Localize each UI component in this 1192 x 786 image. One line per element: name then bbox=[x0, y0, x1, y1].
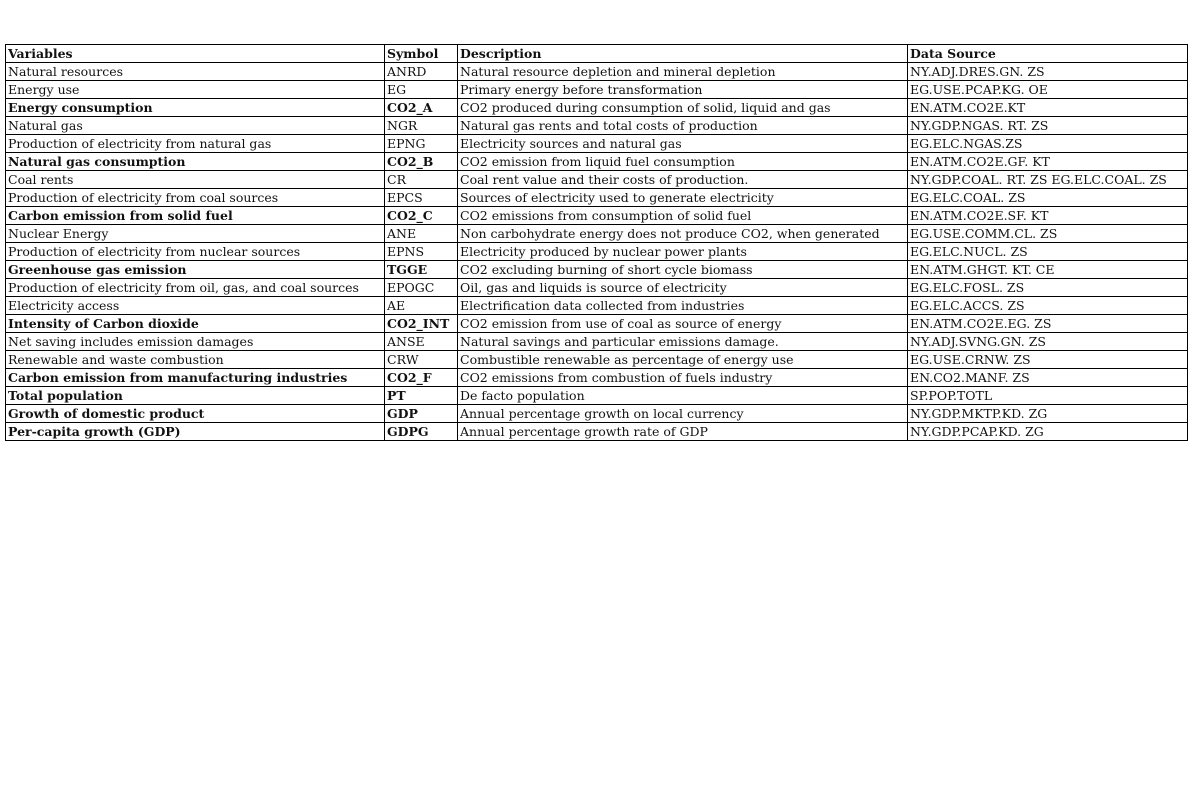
table-row bbox=[6, 225, 1188, 243]
description-cell: Oil, gas and liquids is source of electricity bbox=[458, 279, 908, 297]
variable-cell: Natural resources bbox=[6, 63, 385, 81]
symbol-cell: PT bbox=[385, 387, 458, 405]
variable-cell: Carbon emission from manufacturing industries bbox=[6, 369, 385, 387]
data-source-cell: EG.ELC.FOSL. ZS bbox=[908, 279, 1188, 297]
variable-cell: Total population bbox=[6, 387, 385, 405]
data-source-cell: EN.ATM.CO2E.GF. KT bbox=[908, 153, 1188, 171]
data-source-cell: EN.ATM.CO2E.EG. ZS bbox=[908, 315, 1188, 333]
variable-cell: Nuclear Energy bbox=[6, 225, 385, 243]
description-cell: Annual percentage growth rate of GDP bbox=[458, 423, 908, 441]
description-cell: CO2 emission from liquid fuel consumption bbox=[458, 153, 908, 171]
variable-cell: Natural gas bbox=[6, 117, 385, 135]
variable-cell: Growth of domestic product bbox=[6, 405, 385, 423]
description-cell: Natural gas rents and total costs of production bbox=[458, 117, 908, 135]
header-variables: Variables bbox=[6, 45, 385, 63]
table-header-row bbox=[6, 45, 1188, 63]
variable-cell: Production of electricity from coal sources bbox=[6, 189, 385, 207]
header-data-source: Data Source bbox=[908, 45, 1188, 63]
data-source-cell: NY.ADJ.SVNG.GN. ZS bbox=[908, 333, 1188, 351]
variables-table-sheet bbox=[5, 44, 1187, 441]
symbol-cell: EPCS bbox=[385, 189, 458, 207]
variable-cell: Per-capita growth (GDP) bbox=[6, 423, 385, 441]
data-source-cell: EG.ELC.COAL. ZS bbox=[908, 189, 1188, 207]
data-source-cell: EG.USE.PCAP.KG. OE bbox=[908, 81, 1188, 99]
table-row bbox=[6, 63, 1188, 81]
data-source-cell: SP.POP.TOTL bbox=[908, 387, 1188, 405]
description-cell: Non carbohydrate energy does not produce CO2, when generated bbox=[458, 225, 908, 243]
description-cell: Sources of electricity used to generate electricity bbox=[458, 189, 908, 207]
header-description: Description bbox=[458, 45, 908, 63]
data-source-cell: EN.ATM.CO2E.SF. KT bbox=[908, 207, 1188, 225]
variable-cell: Production of electricity from nuclear sources bbox=[6, 243, 385, 261]
description-cell: Natural resource depletion and mineral depletion bbox=[458, 63, 908, 81]
symbol-cell: CO2_C bbox=[385, 207, 458, 225]
data-source-cell: NY.GDP.MKTP.KD. ZG bbox=[908, 405, 1188, 423]
data-source-cell: EN.CO2.MANF. ZS bbox=[908, 369, 1188, 387]
description-cell: Primary energy before transformation bbox=[458, 81, 908, 99]
symbol-cell: GDPG bbox=[385, 423, 458, 441]
table-row bbox=[6, 333, 1188, 351]
symbol-cell: CO2_INT bbox=[385, 315, 458, 333]
table-row bbox=[6, 153, 1188, 171]
description-cell: Coal rent value and their costs of production. bbox=[458, 171, 908, 189]
variable-cell: Energy consumption bbox=[6, 99, 385, 117]
variable-cell: Energy use bbox=[6, 81, 385, 99]
symbol-cell: CO2_A bbox=[385, 99, 458, 117]
table-row bbox=[6, 207, 1188, 225]
symbol-cell: EPNS bbox=[385, 243, 458, 261]
variable-cell: Carbon emission from solid fuel bbox=[6, 207, 385, 225]
table-row bbox=[6, 315, 1188, 333]
data-source-cell: NY.ADJ.DRES.GN. ZS bbox=[908, 63, 1188, 81]
symbol-cell: CO2_B bbox=[385, 153, 458, 171]
description-cell: Electrification data collected from industries bbox=[458, 297, 908, 315]
symbol-cell: CR bbox=[385, 171, 458, 189]
data-source-cell: EN.ATM.CO2E.KT bbox=[908, 99, 1188, 117]
symbol-cell: NGR bbox=[385, 117, 458, 135]
variable-cell: Natural gas consumption bbox=[6, 153, 385, 171]
description-cell: CO2 emissions from consumption of solid fuel bbox=[458, 207, 908, 225]
variable-cell: Coal rents bbox=[6, 171, 385, 189]
symbol-cell: AE bbox=[385, 297, 458, 315]
description-cell: Electricity sources and natural gas bbox=[458, 135, 908, 153]
table-row bbox=[6, 369, 1188, 387]
variable-cell: Production of electricity from natural gas bbox=[6, 135, 385, 153]
description-cell: CO2 produced during consumption of solid, liquid and gas bbox=[458, 99, 908, 117]
table-row bbox=[6, 261, 1188, 279]
table-row bbox=[6, 351, 1188, 369]
symbol-cell: EG bbox=[385, 81, 458, 99]
table-row bbox=[6, 387, 1188, 405]
table-body bbox=[6, 63, 1188, 441]
table-row bbox=[6, 171, 1188, 189]
variable-cell: Net saving includes emission damages bbox=[6, 333, 385, 351]
data-source-cell: EN.ATM.GHGT. KT. CE bbox=[908, 261, 1188, 279]
description-cell: Annual percentage growth on local currency bbox=[458, 405, 908, 423]
symbol-cell: CO2_F bbox=[385, 369, 458, 387]
table-row bbox=[6, 189, 1188, 207]
symbol-cell: ANE bbox=[385, 225, 458, 243]
description-cell: CO2 emission from use of coal as source of energy bbox=[458, 315, 908, 333]
symbol-cell: ANRD bbox=[385, 63, 458, 81]
symbol-cell: EPOGC bbox=[385, 279, 458, 297]
data-source-cell: EG.ELC.NUCL. ZS bbox=[908, 243, 1188, 261]
symbol-cell: GDP bbox=[385, 405, 458, 423]
variable-cell: Renewable and waste combustion bbox=[6, 351, 385, 369]
description-cell: De facto population bbox=[458, 387, 908, 405]
table-row bbox=[6, 117, 1188, 135]
symbol-cell: ANSE bbox=[385, 333, 458, 351]
variable-cell: Production of electricity from oil, gas, and coal sources bbox=[6, 279, 385, 297]
description-cell: CO2 emissions from combustion of fuels industry bbox=[458, 369, 908, 387]
description-cell: Natural savings and particular emissions damage. bbox=[458, 333, 908, 351]
data-source-cell: EG.ELC.NGAS.ZS bbox=[908, 135, 1188, 153]
table-row bbox=[6, 81, 1188, 99]
symbol-cell: TGGE bbox=[385, 261, 458, 279]
description-cell: Electricity produced by nuclear power plants bbox=[458, 243, 908, 261]
table-row bbox=[6, 405, 1188, 423]
data-source-cell: NY.GDP.PCAP.KD. ZG bbox=[908, 423, 1188, 441]
description-cell: CO2 excluding burning of short cycle biomass bbox=[458, 261, 908, 279]
variables-table bbox=[5, 44, 1188, 441]
variable-cell: Electricity access bbox=[6, 297, 385, 315]
variable-cell: Greenhouse gas emission bbox=[6, 261, 385, 279]
variable-cell: Intensity of Carbon dioxide bbox=[6, 315, 385, 333]
symbol-cell: CRW bbox=[385, 351, 458, 369]
table-row bbox=[6, 243, 1188, 261]
symbol-cell: EPNG bbox=[385, 135, 458, 153]
data-source-cell: NY.GDP.NGAS. RT. ZS bbox=[908, 117, 1188, 135]
description-cell: Combustible renewable as percentage of energy use bbox=[458, 351, 908, 369]
table-row bbox=[6, 297, 1188, 315]
data-source-cell: EG.ELC.ACCS. ZS bbox=[908, 297, 1188, 315]
data-source-cell: EG.USE.COMM.CL. ZS bbox=[908, 225, 1188, 243]
data-source-cell: EG.USE.CRNW. ZS bbox=[908, 351, 1188, 369]
data-source-cell: NY.GDP.COAL. RT. ZS EG.ELC.COAL. ZS bbox=[908, 171, 1188, 189]
table-row bbox=[6, 423, 1188, 441]
table-row bbox=[6, 99, 1188, 117]
table-row bbox=[6, 279, 1188, 297]
header-symbol: Symbol bbox=[385, 45, 458, 63]
table-row bbox=[6, 135, 1188, 153]
